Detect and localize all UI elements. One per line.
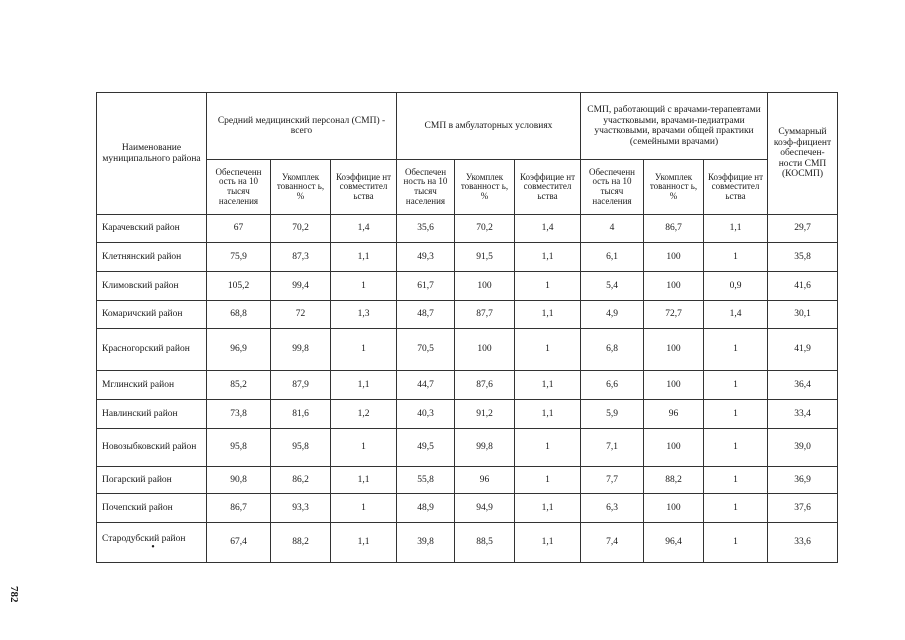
table-row — [97, 523, 838, 563]
district-name-cell: Навлинский район — [97, 400, 207, 429]
value-cell: 1 — [331, 429, 397, 467]
value-cell: 1 — [704, 400, 768, 429]
value-cell: 1,1 — [515, 243, 581, 272]
subheader-cell: Обеспечен ность на 10 тысяч населения — [397, 160, 455, 215]
value-cell: 1 — [515, 272, 581, 301]
value-cell: 49,3 — [397, 243, 455, 272]
value-cell: 41,9 — [768, 329, 838, 371]
value-cell: 4 — [581, 215, 644, 243]
value-cell: 1 — [704, 329, 768, 371]
value-cell: 1 — [704, 429, 768, 467]
header-group-smp-ambulatory: СМП в амбулаторных условиях — [397, 93, 581, 160]
value-cell: 1,1 — [331, 371, 397, 400]
value-cell: 85,2 — [207, 371, 271, 400]
value-cell: 1 — [515, 329, 581, 371]
value-cell: 37,6 — [768, 494, 838, 523]
table-header — [97, 93, 838, 215]
value-cell: 67,4 — [207, 523, 271, 563]
value-cell: 96,4 — [644, 523, 704, 563]
value-cell: 36,9 — [768, 467, 838, 494]
value-cell: 99,8 — [271, 329, 331, 371]
district-name-cell: Карачевский район — [97, 215, 207, 243]
value-cell: 1 — [515, 429, 581, 467]
value-cell: 1 — [704, 523, 768, 563]
value-cell: 4,9 — [581, 301, 644, 329]
subheader-cell: Коэффицие нт совместител ьства — [704, 160, 768, 215]
value-cell: 39,0 — [768, 429, 838, 467]
value-cell: 72 — [271, 301, 331, 329]
table-row — [97, 301, 838, 329]
value-cell: 1,1 — [704, 215, 768, 243]
value-cell: 7,4 — [581, 523, 644, 563]
value-cell: 7,7 — [581, 467, 644, 494]
value-cell: 100 — [644, 429, 704, 467]
value-cell: 29,7 — [768, 215, 838, 243]
value-cell: 100 — [644, 371, 704, 400]
scan-dot: • — [151, 541, 155, 553]
value-cell: 96 — [455, 467, 515, 494]
value-cell: 1,1 — [331, 467, 397, 494]
value-cell: 100 — [644, 494, 704, 523]
table-row — [97, 429, 838, 467]
district-name-cell: Почепский район — [97, 494, 207, 523]
value-cell: 1 — [704, 243, 768, 272]
value-cell: 70,5 — [397, 329, 455, 371]
table-row — [97, 272, 838, 301]
subheader-cell: Укомплек тованност ь, % — [644, 160, 704, 215]
value-cell: 1,1 — [331, 523, 397, 563]
value-cell: 1,1 — [515, 494, 581, 523]
district-name-cell: Красногорский район — [97, 329, 207, 371]
table-row — [97, 215, 838, 243]
staffing-table — [96, 92, 838, 563]
value-cell: 1,4 — [704, 301, 768, 329]
header-group-smp-total: Средний медицинский персонал (СМП) - всего — [207, 93, 397, 160]
value-cell: 1,4 — [515, 215, 581, 243]
value-cell: 1,1 — [515, 301, 581, 329]
value-cell: 1 — [331, 272, 397, 301]
table-row — [97, 494, 838, 523]
value-cell: 41,6 — [768, 272, 838, 301]
page-number: 782 — [8, 586, 20, 603]
value-cell: 86,7 — [644, 215, 704, 243]
value-cell: 36,4 — [768, 371, 838, 400]
value-cell: 48,7 — [397, 301, 455, 329]
header-kosmp: Суммарный коэф-фициент обеспечен-ности СМП (КОСМП) — [768, 93, 838, 215]
district-name-cell: Стародубский район • — [97, 523, 207, 563]
value-cell: 55,8 — [397, 467, 455, 494]
value-cell: 87,3 — [271, 243, 331, 272]
value-cell: 87,6 — [455, 371, 515, 400]
table-row — [97, 243, 838, 272]
district-name-cell: Клетнянский район — [97, 243, 207, 272]
value-cell: 39,8 — [397, 523, 455, 563]
value-cell: 87,9 — [271, 371, 331, 400]
value-cell: 30,1 — [768, 301, 838, 329]
document-page — [96, 92, 838, 563]
value-cell: 1,3 — [331, 301, 397, 329]
value-cell: 48,9 — [397, 494, 455, 523]
value-cell: 86,7 — [207, 494, 271, 523]
value-cell: 100 — [644, 243, 704, 272]
value-cell: 1,4 — [331, 215, 397, 243]
value-cell: 1 — [515, 467, 581, 494]
table-row — [97, 371, 838, 400]
value-cell: 94,9 — [455, 494, 515, 523]
value-cell: 95,8 — [207, 429, 271, 467]
value-cell: 100 — [644, 272, 704, 301]
subheader-cell: Коэффицие нт совместител ьства — [331, 160, 397, 215]
value-cell: 91,5 — [455, 243, 515, 272]
value-cell: 1 — [704, 371, 768, 400]
value-cell: 100 — [455, 272, 515, 301]
value-cell: 6,6 — [581, 371, 644, 400]
table-row — [97, 400, 838, 429]
value-cell: 99,8 — [455, 429, 515, 467]
subheader-cell: Укомплек тованност ь, % — [271, 160, 331, 215]
value-cell: 88,2 — [271, 523, 331, 563]
value-cell: 86,2 — [271, 467, 331, 494]
subheader-cell: Укомплек тованност ь, % — [455, 160, 515, 215]
value-cell: 1 — [704, 467, 768, 494]
value-cell: 88,5 — [455, 523, 515, 563]
header-group-smp-therapists: СМП, работающий с врачами-терапевтами участковыми, врачами-педиатрами участковыми, врачами общей практики (семейными врачами) — [581, 93, 768, 160]
value-cell: 1 — [704, 494, 768, 523]
value-cell: 7,1 — [581, 429, 644, 467]
value-cell: 44,7 — [397, 371, 455, 400]
header-name-col: Наименование муниципального района — [97, 93, 207, 215]
value-cell: 87,7 — [455, 301, 515, 329]
value-cell: 99,4 — [271, 272, 331, 301]
value-cell: 96 — [644, 400, 704, 429]
value-cell: 35,6 — [397, 215, 455, 243]
value-cell: 5,9 — [581, 400, 644, 429]
value-cell: 100 — [644, 329, 704, 371]
value-cell: 49,5 — [397, 429, 455, 467]
value-cell: 6,8 — [581, 329, 644, 371]
district-name-cell: Новозыбковский район — [97, 429, 207, 467]
value-cell: 0,9 — [704, 272, 768, 301]
value-cell: 1 — [331, 494, 397, 523]
value-cell: 91,2 — [455, 400, 515, 429]
value-cell: 1,1 — [331, 243, 397, 272]
value-cell: 61,7 — [397, 272, 455, 301]
value-cell: 40,3 — [397, 400, 455, 429]
table-row — [97, 467, 838, 494]
value-cell: 6,1 — [581, 243, 644, 272]
value-cell: 1,1 — [515, 371, 581, 400]
district-name-cell: Климовский район — [97, 272, 207, 301]
value-cell: 81,6 — [271, 400, 331, 429]
district-name-cell: Мглинский район — [97, 371, 207, 400]
value-cell: 73,8 — [207, 400, 271, 429]
value-cell: 33,4 — [768, 400, 838, 429]
value-cell: 1,2 — [331, 400, 397, 429]
value-cell: 70,2 — [455, 215, 515, 243]
table-body — [97, 215, 838, 563]
value-cell: 100 — [455, 329, 515, 371]
value-cell: 68,8 — [207, 301, 271, 329]
subheader-cell: Коэффицие нт совместител ьства — [515, 160, 581, 215]
value-cell: 70,2 — [271, 215, 331, 243]
value-cell: 1 — [331, 329, 397, 371]
value-cell: 90,8 — [207, 467, 271, 494]
value-cell: 5,4 — [581, 272, 644, 301]
value-cell: 67 — [207, 215, 271, 243]
table-row — [97, 329, 838, 371]
value-cell: 88,2 — [644, 467, 704, 494]
value-cell: 6,3 — [581, 494, 644, 523]
value-cell: 75,9 — [207, 243, 271, 272]
value-cell: 33,6 — [768, 523, 838, 563]
district-name-cell: Комаричский район — [97, 301, 207, 329]
value-cell: 95,8 — [271, 429, 331, 467]
value-cell: 1,1 — [515, 523, 581, 563]
subheader-cell: Обеспеченн ость на 10 тысяч населения — [581, 160, 644, 215]
subheader-cell: Обеспеченн ость на 10 тысяч населения — [207, 160, 271, 215]
value-cell: 93,3 — [271, 494, 331, 523]
district-name-cell: Погарский район — [97, 467, 207, 494]
value-cell: 105,2 — [207, 272, 271, 301]
value-cell: 72,7 — [644, 301, 704, 329]
value-cell: 96,9 — [207, 329, 271, 371]
value-cell: 1,1 — [515, 400, 581, 429]
value-cell: 35,8 — [768, 243, 838, 272]
